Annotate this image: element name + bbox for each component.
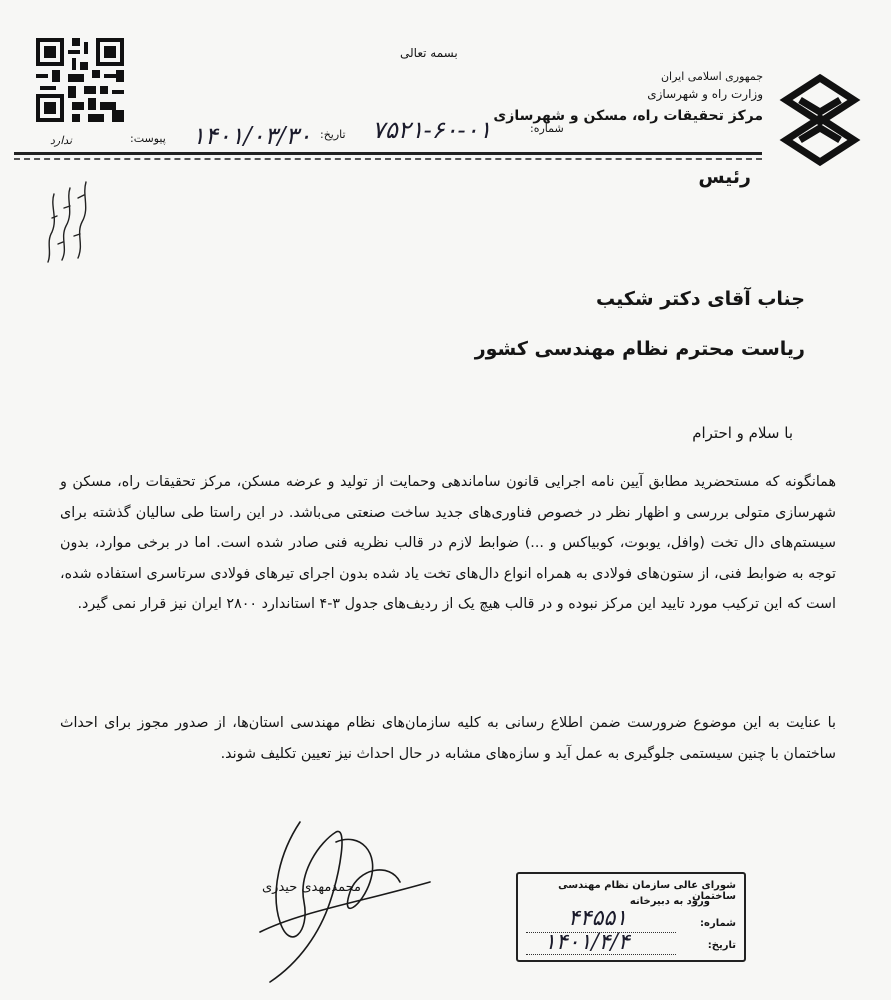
- greeting: با سلام و احترام: [692, 424, 793, 442]
- letter-number: ۷۵۲۱-۶۰-۰۱: [372, 116, 492, 144]
- number-label: شماره:: [530, 122, 564, 135]
- body-paragraph-2: با عنایت به این موضوع ضرورست ضمن اطلاع رسانی به کلیه سازمان‌های نظام مهندسی استان‌ها، از صدور مجوز برای احداث ساختمان با چنین سیستمی جلوگیری به عمل آید و سازه‌های مشابه در حال احداث نیز تعیین تکلیف شوند.: [60, 715, 836, 762]
- stamp-number-label: شماره:: [700, 918, 736, 929]
- date-label: تاریخ:: [320, 128, 346, 141]
- organization-logo: [778, 72, 862, 168]
- letter-date: ۱۴۰۱/۰۳/۳۰: [192, 122, 312, 150]
- signer-name: محمدمهدی حیدری: [262, 880, 362, 895]
- stamp-number-value: ۴۴۵۵۱: [568, 906, 628, 931]
- recipient-position: ریاست محترم نظام مهندسی کشور: [474, 338, 805, 360]
- header-divider: [14, 152, 762, 155]
- stamp-org: شورای عالی سازمان نظام مهندسی ساختمان: [558, 880, 736, 902]
- recipient-name: جناب آقای دکتر شکیب: [596, 288, 805, 310]
- stamp-date-label: تاریخ:: [707, 940, 736, 951]
- sender-title: رئیس: [698, 166, 751, 188]
- handwritten-signature: [240, 812, 440, 992]
- header-dashed-line: [14, 158, 762, 160]
- attachment-value: ندارد: [50, 134, 73, 147]
- stamp-date-value: ۱۴۰۱/۴/۴: [544, 930, 630, 955]
- handwritten-margin-note: [24, 178, 104, 264]
- stamp-subtitle: ورود به دبیرخانه: [629, 896, 710, 907]
- org-line-ministry: وزارت راه و شهرسازی: [647, 87, 763, 101]
- qr-code-icon: [36, 38, 124, 122]
- incoming-stamp: [516, 872, 746, 962]
- attachment-label: پیوست:: [130, 132, 166, 145]
- body-paragraph-1: همانگونه که مستحضرید مطابق آیین نامه اجرایی قانون ساماندهی وحمایت از تولید و عرضه مسکن، مرکز تحقیقات راه، مسکن و شهرسازی متولی بررسی و اظهار نظر در خصوص فناوری‌های جدید ساخت صنعتی می‌باشد. در این راستا طی سالیان گذشته برای سیستم‌های دال تخت (وافل، یوبوت، کوبیاکس و ...) ضوابط لازم در قالب نظریه فنی صادر شده است. اما در برخی موارد، بدون توجه به ضوابط فنی، از ستون‌های فولادی به همراه انواع دال‌های تخت یاد شده بدون اجرای تیرهای فولادی سرتاسری استفاده شده، است که این ترکیب مورد تایید این مرکز نبوده و در قالب هیچ یک از ردیف‌های جدول ۳-۴ استاندارد ۲۸۰۰ ایران نیز قرار نمی گیرد.: [60, 474, 836, 612]
- org-line-center: مرکز تحقیقات راه، مسکن و شهرسازی: [493, 108, 763, 124]
- org-line-country: جمهوری اسلامی ایران: [660, 70, 763, 83]
- bismillah: بسمه تعالی: [400, 46, 458, 60]
